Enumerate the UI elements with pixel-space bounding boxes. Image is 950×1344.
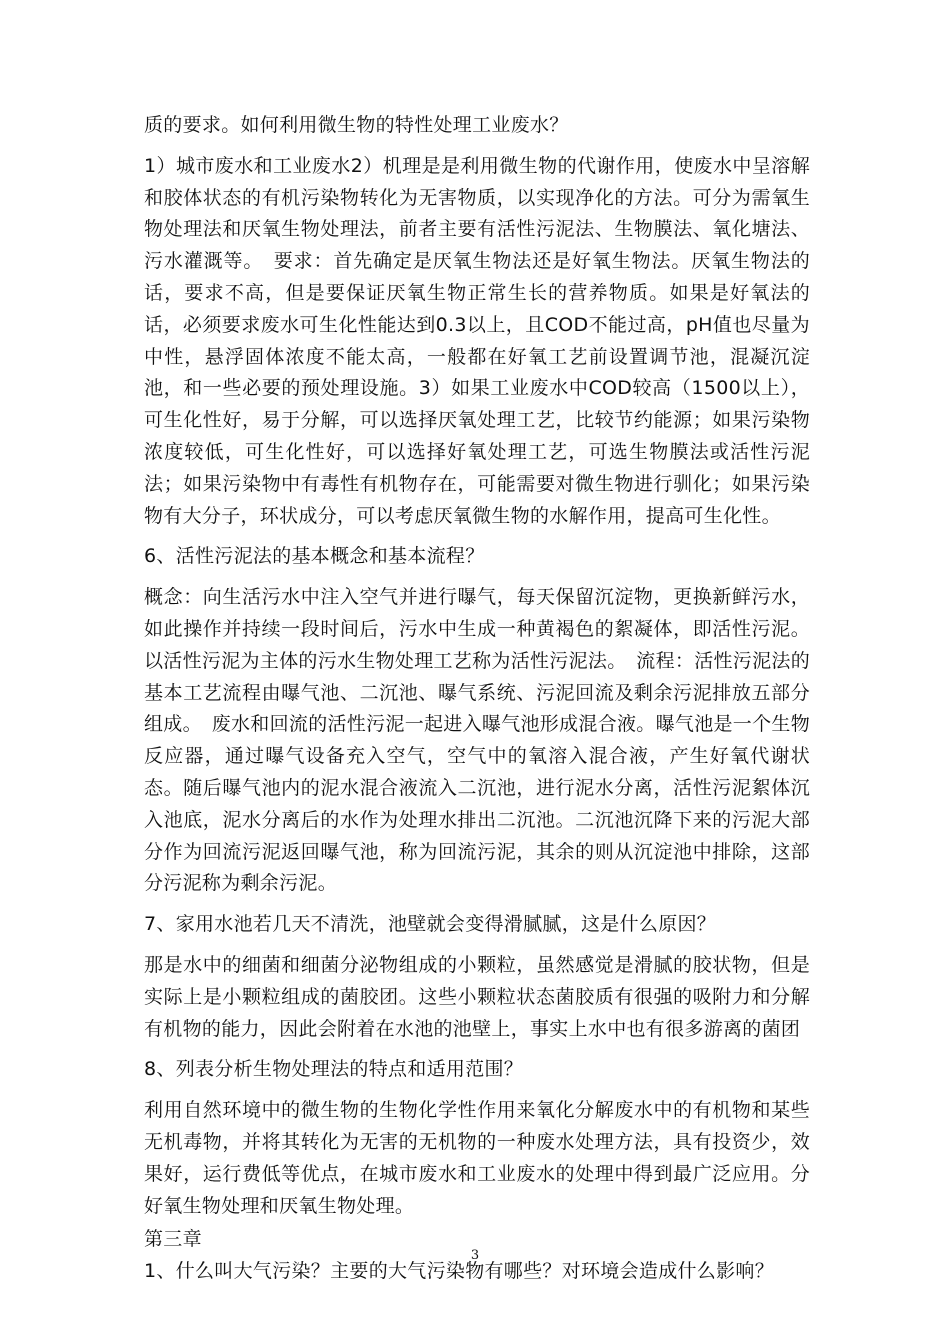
question-6-heading: 6、活性污泥法的基本概念和基本流程？ — [144, 545, 485, 568]
paragraph-biofilm-answer: 那是水中的细菌和细菌分泌物组成的小颗粒，虽然感觉是滑腻的胶状物，但是实际上是小颗粒组成的菌胶团。这些小颗粒状态菌胶质有很强的吸附力和分解有机物的能力，因此会附着在水池的池壁上，事实上水中也有很多游离的菌团 — [144, 953, 810, 1040]
question-7-heading: 7、家用水池若几天不清洗，池壁就会变得滑腻腻，这是什么原因？ — [144, 913, 717, 936]
page-body — [144, 110, 810, 1288]
chapter-3-question-1: 1、什么叫大气污染？主要的大气污染物有哪些？对环境会造成什么影响？ — [144, 1260, 774, 1283]
paragraph-answer-biotreatment: 1）城市废水和工业废水2）机理是是利用微生物的代谢作用，使废水中呈溶解和胶体状态的有机污染物转化为无害物质，以实现净化的方法。可分为需氧生物处理法和厌氧生物处理法，前者主要有活性污泥法、生物膜法、氧化塘法、污水灌溉等。 要求：首先确定是厌氧生物法还是好氧生物法。厌氧生物法的话，要求不高，但是要保证厌氧生物正常生长的营养物质。如果是好氧法的话，必须要求废水可生化性能达到0.3以上，且COD不能过高，pH值也尽量为中性，悬浮固体浓度不能太高，一般都在好氧工艺前设置调节池，混凝沉淀池，和一些必要的预处理设施。3）如果工业废水中COD较高（1500以上），可生化性好，易于分解，可以选择厌氧处理工艺，比较节约能源；如果污染物浓度较低，可生化性好，可以选择好氧处理工艺，可选生物膜法或活性污泥法；如果污染物中有毒性有机物存在，可能需要对微生物进行驯化；如果污染物有大分子，环状成分，可以考虑厌氧微生物的水解作用，提高可生化性。 — [144, 154, 810, 527]
page-number: 3 — [470, 1248, 480, 1263]
question-8-heading: 8、列表分析生物处理法的特点和适用范围？ — [144, 1058, 524, 1081]
paragraph-biotreatment-features: 利用自然环境中的微生物的生物化学性作用来氧化分解废水中的有机物和某些无机毒物，并将其转化为无害的无机物的一种废水处理方法，具有投资少，效果好，运行费低等优点，在城市废水和工业废水的处理中得到最广泛应用。分好氧生物处理和厌氧生物处理。 — [144, 1099, 810, 1217]
paragraph-activated-sludge: 概念：向生活污水中注入空气并进行曝气，每天保留沉淀物，更换新鲜污水，如此操作并持续一段时间后，污水中生成一种黄褐色的絮凝体，即活性污泥。以活性污泥为主体的污水生物处理工艺称为活性污泥法。 流程：活性污泥法的基本工艺流程由曝气池、二沉池、曝气系统、污泥回流及剩余污泥排放五部分组成。 废水和回流的活性污泥一起进入曝气池形成混合液。曝气池是一个生物反应器，通过曝气设备充入空气，空气中的氧溶入混合液，产生好氧代谢状态。随后曝气池内的泥水混合液流入二沉池，进行泥水分离，活性污泥絮体沉入池底，泥水分离后的水作为处理水排出二沉池。二沉池沉降下来的污泥大部分作为回流污泥返回曝气池，称为回流污泥，其余的则从沉淀池中排除，这部分污泥称为剩余污泥。 — [144, 586, 811, 895]
chapter-heading: 第三章 — [144, 1228, 202, 1251]
paragraph-intro-question: 质的要求。如何利用微生物的特性处理工业废水？ — [144, 114, 569, 136]
